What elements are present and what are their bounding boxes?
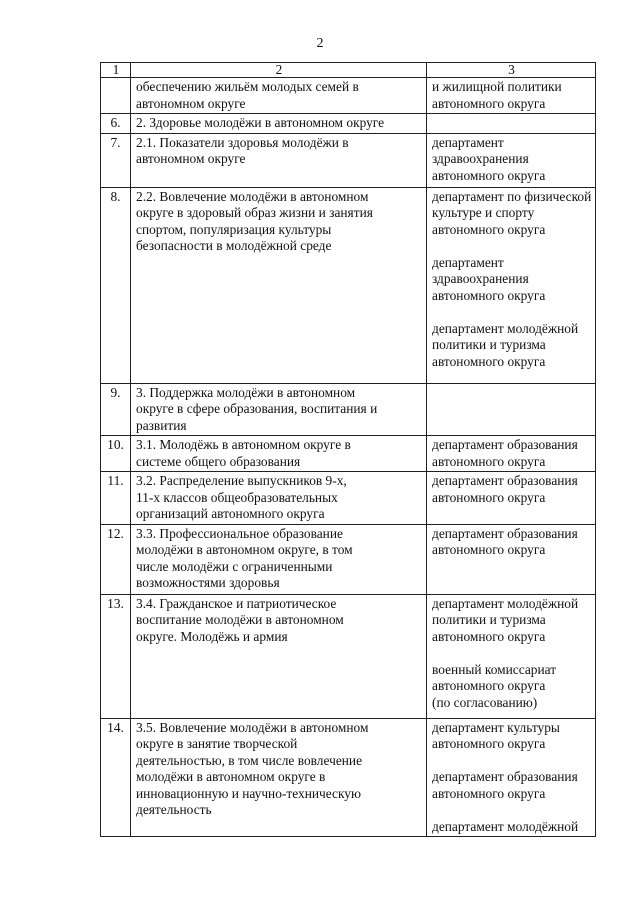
section-title-line: 3.3. Профессиональное образование bbox=[136, 525, 343, 541]
section-title-line: 11-х классов общеобразовательных bbox=[136, 489, 338, 505]
responsible-line: автономного округа bbox=[432, 353, 546, 369]
responsible-cell bbox=[427, 436, 596, 472]
section-title-line: 3. Поддержка молодёжи в автономном bbox=[136, 384, 356, 400]
responsible-cell bbox=[427, 718, 596, 837]
responsible-line: автономного округа bbox=[432, 489, 546, 505]
section-title-line: спортом, популяризация культуры bbox=[136, 221, 332, 237]
responsible-line: департамент образования bbox=[432, 473, 578, 488]
table-row bbox=[101, 383, 596, 436]
responsible-line: департамент bbox=[432, 254, 504, 270]
section-title-line: 2.1. Показатели здоровья молодёжи в bbox=[136, 134, 349, 150]
section-title-line: округе в сфере образования, воспитания и bbox=[136, 401, 378, 416]
row-number-cell bbox=[101, 78, 131, 114]
table-row bbox=[101, 472, 596, 525]
table-row bbox=[101, 524, 596, 594]
responsible-line: автономного округа bbox=[432, 736, 546, 751]
responsible-cell bbox=[427, 133, 596, 187]
responsible-line: департамент образования bbox=[432, 437, 578, 452]
responsible-line: политики и туризма bbox=[432, 337, 546, 352]
section-title-cell bbox=[131, 524, 427, 594]
responsible-line: (по согласованию) bbox=[432, 694, 538, 710]
table-row bbox=[101, 187, 596, 383]
plan-table bbox=[100, 62, 596, 837]
section-title-line: 2. Здоровье молодёжи в автономном округе bbox=[136, 115, 385, 130]
responsible-line: автономного округа bbox=[432, 221, 546, 237]
section-title-cell bbox=[131, 436, 427, 472]
header-col-3: 3 bbox=[427, 63, 596, 78]
responsible-line: политики и туризма bbox=[432, 612, 546, 627]
responsible-cell bbox=[427, 78, 596, 114]
header-col-1: 1 bbox=[101, 63, 131, 78]
row-number-cell: 9. bbox=[101, 383, 131, 436]
table-row bbox=[101, 114, 596, 134]
responsible-line: департамент молодёжной bbox=[432, 818, 579, 834]
group-spacer bbox=[432, 753, 591, 770]
responsible-cell bbox=[427, 472, 596, 525]
row-number-cell: 6. bbox=[101, 114, 131, 134]
page-number: 2 bbox=[316, 36, 324, 51]
responsible-cell bbox=[427, 524, 596, 594]
section-title-line: системе общего образования bbox=[136, 453, 301, 469]
row-number-cell: 14. bbox=[101, 718, 131, 837]
responsible-line: автономного округа bbox=[432, 785, 546, 801]
section-title-line: округе в здоровый образ жизни и занятия bbox=[136, 205, 373, 220]
responsible-line: автономного округа bbox=[432, 167, 546, 183]
group-spacer bbox=[432, 238, 591, 255]
row-number-cell: 12. bbox=[101, 524, 131, 594]
section-title-line: 3.2. Распределение выпускников 9-х, bbox=[136, 473, 347, 488]
responsible-line: автономного округа bbox=[432, 542, 546, 557]
responsible-line: и жилищной политики bbox=[432, 79, 562, 94]
section-title-line: округе. Молодёжь и армия bbox=[136, 628, 288, 644]
row-number-cell: 7. bbox=[101, 133, 131, 187]
responsible-line: военный комиссариат bbox=[432, 661, 557, 677]
header-col-2: 2 bbox=[131, 63, 427, 78]
responsible-cell bbox=[427, 594, 596, 718]
section-title-line: безопасности в молодёжной среде bbox=[136, 238, 332, 253]
responsible-line: департамент bbox=[432, 134, 504, 150]
responsible-line: департамент молодёжной bbox=[432, 595, 579, 611]
responsible-line: автономного округа bbox=[432, 287, 546, 303]
row-number-cell: 10. bbox=[101, 436, 131, 472]
section-title-line: округе в занятие творческой bbox=[136, 736, 298, 751]
responsible-cell bbox=[427, 114, 596, 134]
responsible-line: здравоохранения bbox=[432, 271, 529, 286]
responsible-line: здравоохранения bbox=[432, 151, 529, 166]
group-spacer bbox=[432, 802, 591, 819]
responsible-line: департамент образования bbox=[432, 525, 578, 541]
section-title-line: 2.2. Вовлечение молодёжи в автономном bbox=[136, 188, 369, 204]
section-title-cell bbox=[131, 594, 427, 718]
responsible-cell bbox=[427, 187, 596, 383]
responsible-line: департамент по физической bbox=[432, 188, 592, 204]
section-title-line: молодёжи в автономном округе в bbox=[136, 769, 326, 784]
row-number-cell: 8. bbox=[101, 187, 131, 383]
section-title-cell bbox=[131, 383, 427, 436]
section-title-line: развития bbox=[136, 417, 187, 433]
section-title-line: 3.1. Молодёжь в автономном округе в bbox=[136, 437, 351, 452]
row-number-cell: 13. bbox=[101, 594, 131, 718]
responsible-line: департамент молодёжной bbox=[432, 320, 579, 336]
table-row bbox=[101, 436, 596, 472]
section-title-line: автономном округе bbox=[136, 151, 246, 166]
section-title-line: 3.5. Вовлечение молодёжи в автономном bbox=[136, 719, 369, 735]
responsible-line: департамент культуры bbox=[432, 719, 560, 735]
section-title-line: инновационную и научно-техническую bbox=[136, 785, 361, 801]
section-title-line: возможностями здоровья bbox=[136, 575, 280, 590]
section-title-line: деятельностью, в том числе вовлечение bbox=[136, 752, 363, 768]
section-title-cell bbox=[131, 78, 427, 114]
section-title-line: 3.4. Гражданское и патриотическое bbox=[136, 595, 337, 611]
section-title-line: воспитание молодёжи в автономном bbox=[136, 612, 344, 627]
table-row bbox=[101, 78, 596, 114]
section-title-cell bbox=[131, 133, 427, 187]
section-title-cell bbox=[131, 718, 427, 837]
responsible-line: автономного округа bbox=[432, 628, 546, 644]
responsible-line: департамент образования bbox=[432, 769, 578, 784]
section-title-cell bbox=[131, 187, 427, 383]
section-title-cell bbox=[131, 114, 427, 134]
section-title-line: деятельность bbox=[136, 802, 212, 817]
group-spacer bbox=[432, 304, 591, 321]
section-title-line: числе молодёжи с ограниченными bbox=[136, 558, 333, 574]
table-body bbox=[101, 63, 596, 837]
table-row bbox=[101, 133, 596, 187]
group-spacer bbox=[432, 645, 591, 662]
responsible-line: культуре и спорту bbox=[432, 205, 535, 220]
table-row bbox=[101, 718, 596, 837]
row-number-cell: 11. bbox=[101, 472, 131, 525]
table-row bbox=[101, 594, 596, 718]
responsible-line: автономного округа bbox=[432, 678, 546, 693]
section-title-line: обеспечению жильём молодых семей в bbox=[136, 79, 359, 94]
responsible-line: автономного округа bbox=[432, 453, 546, 469]
section-title-line: автономном округе bbox=[136, 95, 246, 111]
responsible-cell bbox=[427, 383, 596, 436]
responsible-line: автономного округа bbox=[432, 95, 546, 111]
section-title-line: молодёжи в автономном округе, в том bbox=[136, 542, 353, 557]
table-header-row bbox=[101, 63, 596, 78]
section-title-cell bbox=[131, 472, 427, 525]
section-title-line: организаций автономного округа bbox=[136, 506, 325, 521]
